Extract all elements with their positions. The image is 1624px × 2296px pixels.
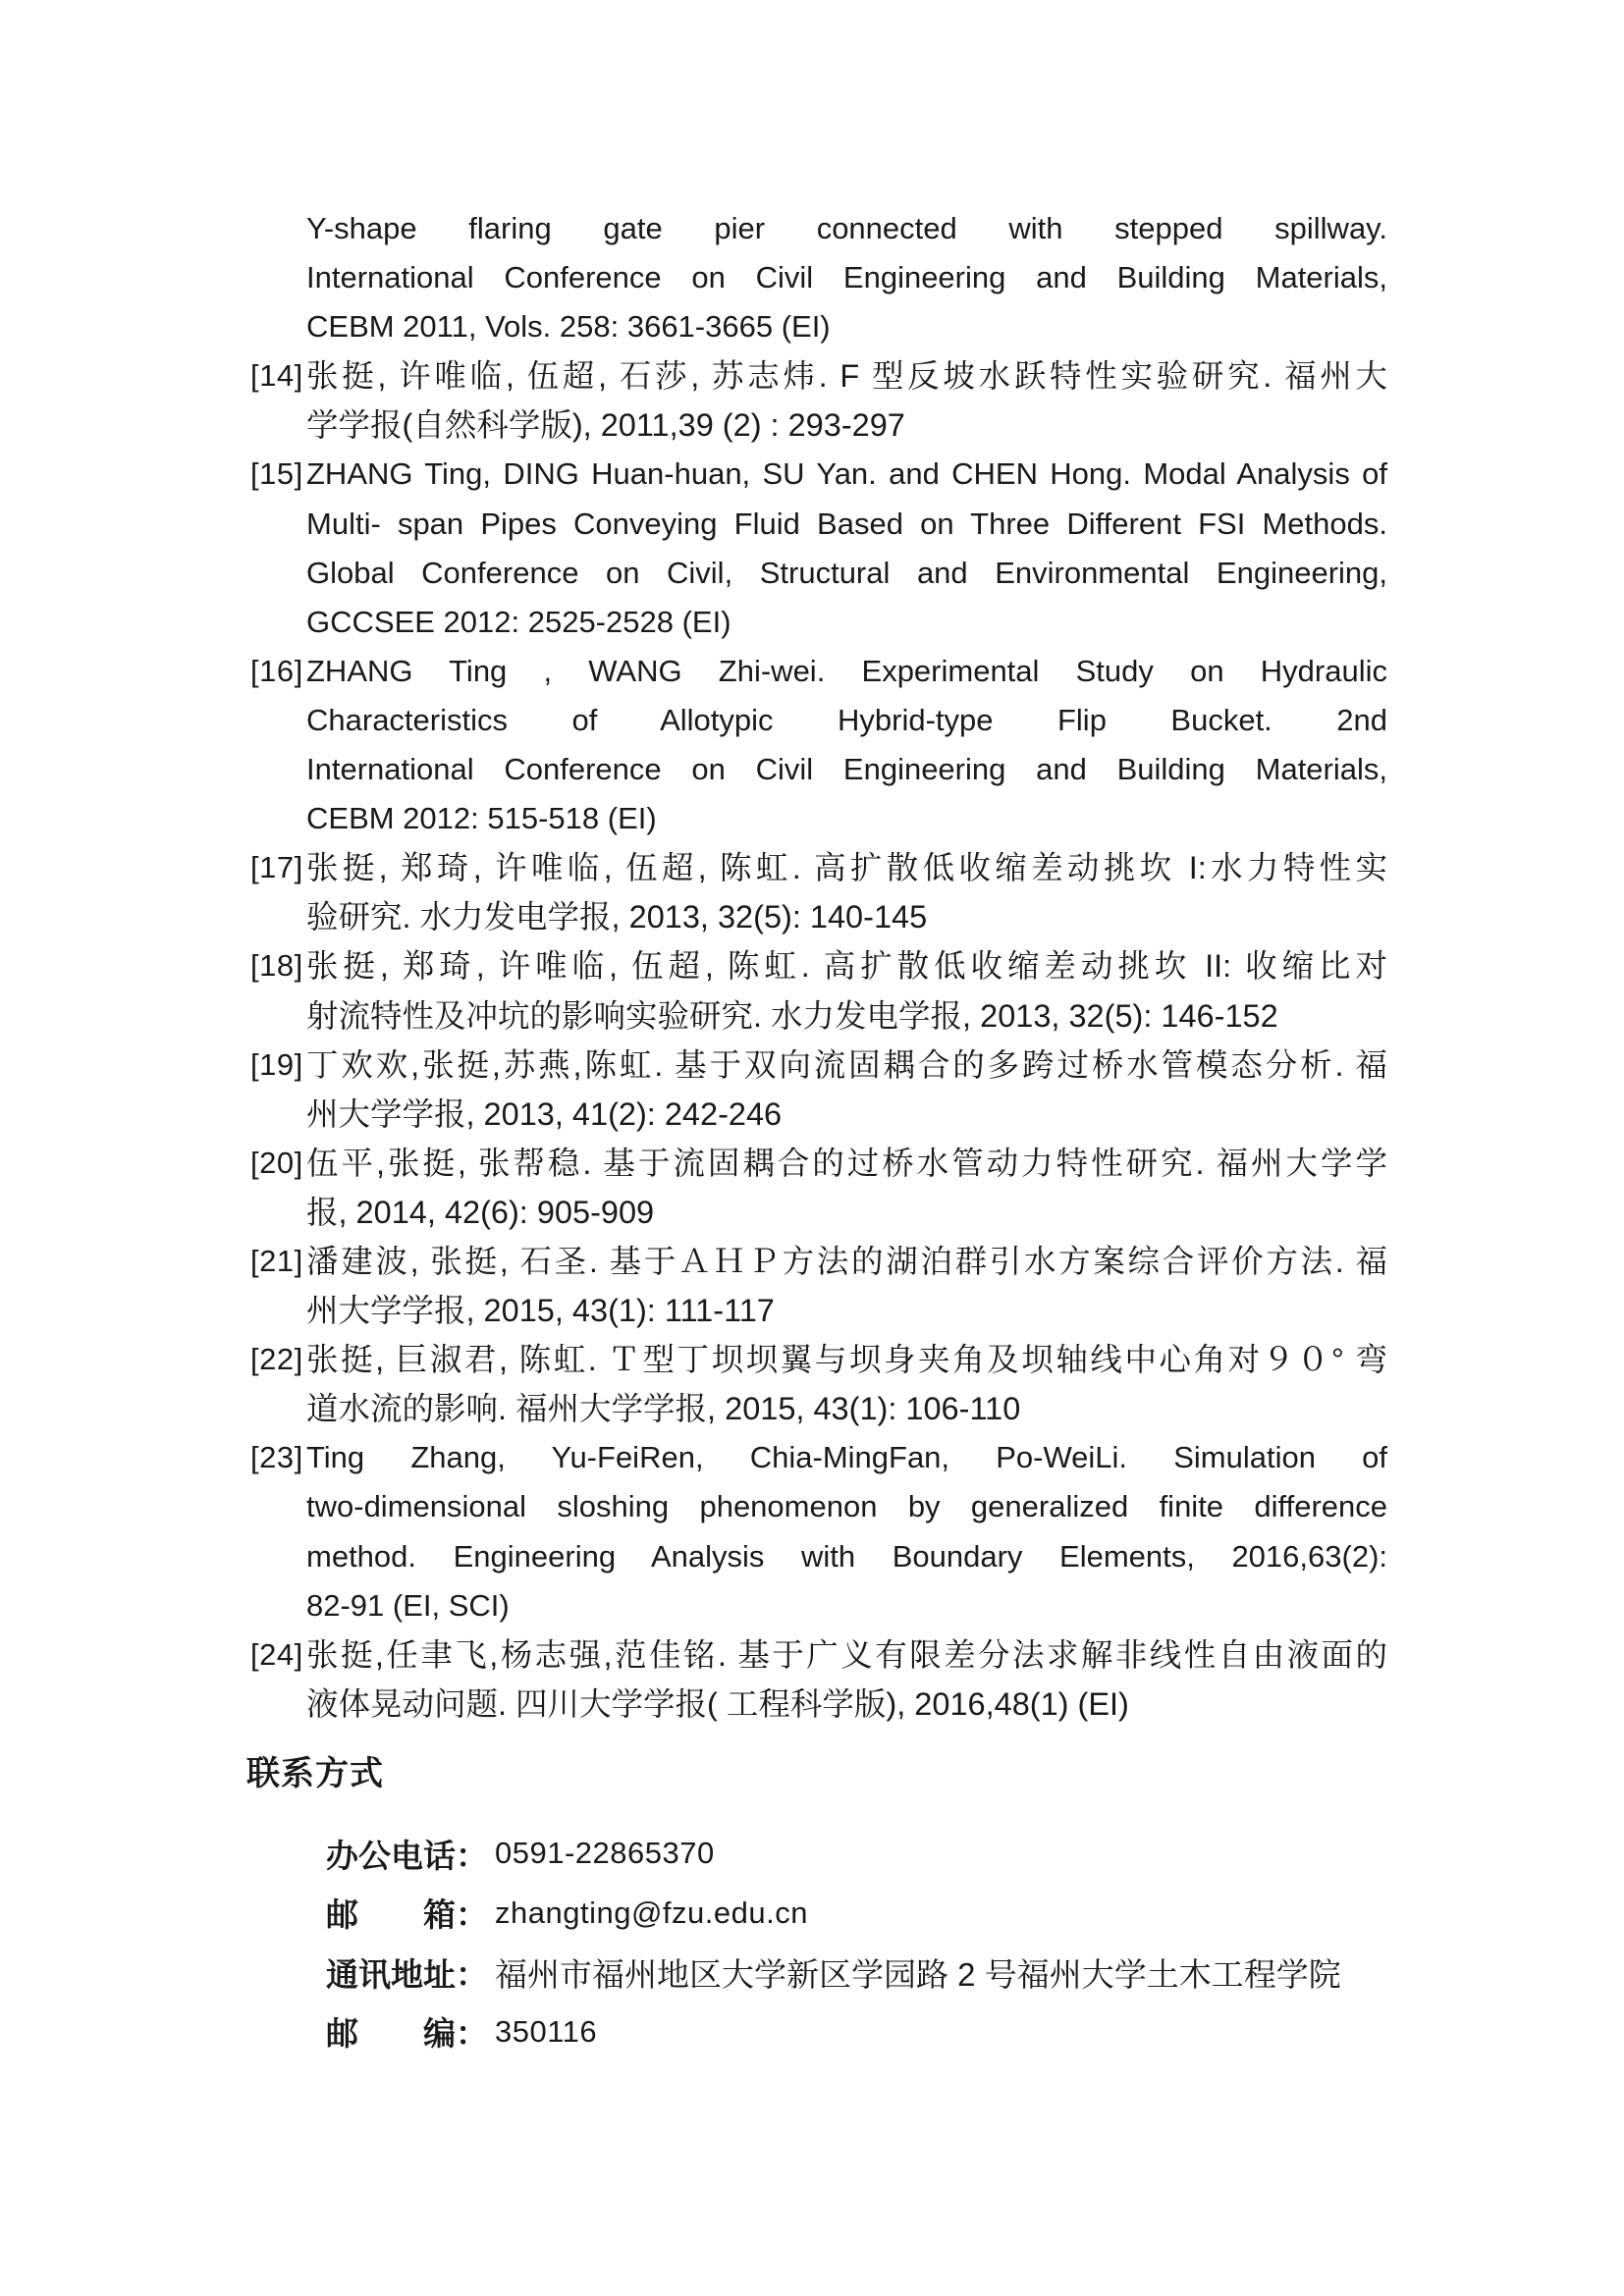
contact-value: 福州市福州地区大学新区学园路 2 号福州大学土木工程学院: [495, 1955, 1341, 1993]
reference-line: 报, 2014, 42(6): 905-909: [306, 1194, 655, 1230]
contact-value: 350116: [495, 2013, 598, 2049]
reference-line: ZHANG Ting, DING Huan-huan, SU Yan. and CHEN Hong. Modal Analysis of: [306, 456, 1387, 492]
reference-line: 张挺, 郑琦, 许唯临, 伍超, 陈虹. 高扩散低收缩差动挑坎 I:水力特性实: [306, 850, 1387, 886]
reference-number: [14]: [250, 358, 303, 394]
reference-entry: [250, 1237, 1387, 1335]
reference-line: method. Engineering Analysis with Boundary Elements, 2016,63(2):: [306, 1538, 1387, 1574]
reference-number: [17]: [250, 850, 303, 885]
reference-line: 张挺, 许唯临, 伍超, 石莎, 苏志炜. F 型反坡水跃特性实验研究. 福州大: [306, 358, 1387, 395]
reference-line: 射流特性及冲坑的影响实验研究. 水力发电学报, 2013, 32(5): 146-152: [306, 997, 1278, 1034]
reference-line: Global Conference on Civil, Structural and Environmental Engineering,: [306, 555, 1387, 590]
reference-line: 张挺,任聿飞,杨志强,范佳铭. 基于广义有限差分法求解非线性自由液面的: [306, 1636, 1387, 1673]
contact-label: 邮 箱：: [326, 1896, 488, 1934]
reference-line: 州大学学报, 2015, 43(1): 111-117: [306, 1293, 775, 1329]
reference-line: 验研究. 水力发电学报, 2013, 32(5): 140-145: [306, 899, 928, 935]
reference-number: [24]: [250, 1636, 303, 1672]
reference-line: CEBM 2012: 515-518 (EI): [306, 801, 657, 836]
reference-line: GCCSEE 2012: 2525-2528 (EI): [306, 604, 731, 639]
references-list: [250, 204, 1387, 1729]
reference-entry: [250, 1630, 1387, 1729]
reference-line: International Conference on Civil Engineering and Building Materials,: [306, 752, 1387, 787]
reference-line: Multi- span Pipes Conveying Fluid Based on Three Different FSI Methods.: [306, 506, 1387, 541]
reference-line: Ting Zhang, Yu-FeiRen, Chia-MingFan, Po-WeiLi. Simulation of: [306, 1440, 1387, 1475]
reference-line: 伍平,张挺, 张帮稳. 基于流固耦合的过桥水管动力特性研究. 福州大学学: [306, 1145, 1387, 1181]
contact-value: 0591-22865370: [495, 1836, 715, 1871]
reference-entry: [250, 647, 1387, 843]
contact-row: [326, 2002, 1396, 2062]
reference-entry: [250, 450, 1387, 646]
contact-section-heading: 联系方式: [246, 1755, 384, 1792]
reference-entry: [250, 843, 1387, 941]
reference-line: 张挺, 郑琦, 许唯临, 伍超, 陈虹. 高扩散低收缩差动挑坎 II: 收缩比对: [306, 948, 1387, 985]
contact-row: [326, 1943, 1396, 2002]
reference-number: [21]: [250, 1243, 303, 1278]
reference-number: [19]: [250, 1046, 303, 1082]
reference-entry-continuation: [250, 204, 1387, 351]
reference-line: Characteristics of Allotypic Hybrid-type Flip Bucket. 2nd: [306, 702, 1387, 737]
contact-row: [326, 1824, 1396, 1884]
reference-number: [16]: [250, 653, 303, 688]
reference-number: [23]: [250, 1440, 303, 1475]
reference-line: Y-shape flaring gate pier connected with stepped spillway.: [306, 211, 1387, 245]
contact-list: [326, 1824, 1396, 2061]
reference-entry: [250, 941, 1387, 1040]
reference-number: [20]: [250, 1145, 303, 1180]
reference-line: 学学报(自然科学版), 2011,39 (2) : 293-297: [306, 407, 905, 444]
reference-line: 潘建波, 张挺, 石圣. 基于ＡＨＰ方法的湖泊群引水方案综合评价方法. 福: [306, 1243, 1387, 1279]
reference-line: International Conference on Civil Engineering and Building Materials,: [306, 260, 1387, 295]
reference-entry: [250, 1139, 1387, 1237]
contact-label: 通讯地址：: [326, 1955, 488, 1993]
reference-number: [22]: [250, 1342, 303, 1377]
reference-line: 液体晃动问题. 四川大学学报( 工程科学版), 2016,48(1) (EI): [306, 1685, 1129, 1722]
reference-number: [15]: [250, 456, 303, 492]
contact-value: zhangting@fzu.edu.cn: [495, 1895, 808, 1930]
reference-line: 州大学学报, 2013, 41(2): 242-246: [306, 1095, 783, 1132]
reference-line: 丁欢欢,张挺,苏燕,陈虹. 基于双向流固耦合的多跨过桥水管模态分析. 福: [306, 1046, 1387, 1083]
reference-line: CEBM 2011, Vols. 258: 3661-3665 (EI): [306, 309, 831, 345]
reference-number: [18]: [250, 948, 303, 984]
contact-row: [326, 1884, 1396, 1944]
reference-entry: [250, 1041, 1387, 1139]
reference-line: two-dimensional sloshing phenomenon by generalized finite difference: [306, 1489, 1387, 1524]
reference-line: 82-91 (EI, SCI): [306, 1587, 510, 1623]
reference-entry: [250, 351, 1387, 450]
contact-label: 办公电话：: [326, 1837, 488, 1874]
reference-entry: [250, 1335, 1387, 1433]
reference-line: 道水流的影响. 福州大学学报, 2015, 43(1): 106-110: [306, 1391, 1021, 1427]
reference-line: ZHANG Ting , WANG Zhi-wei. Experimental Study on Hydraulic: [306, 653, 1387, 688]
reference-line: 张挺, 巨淑君, 陈虹. Ｔ型丁坝坝翼与坝身夹角及坝轴线中心角对９０° 弯: [306, 1342, 1387, 1378]
contact-label: 邮 编：: [326, 2015, 488, 2053]
reference-entry: [250, 1433, 1387, 1629]
